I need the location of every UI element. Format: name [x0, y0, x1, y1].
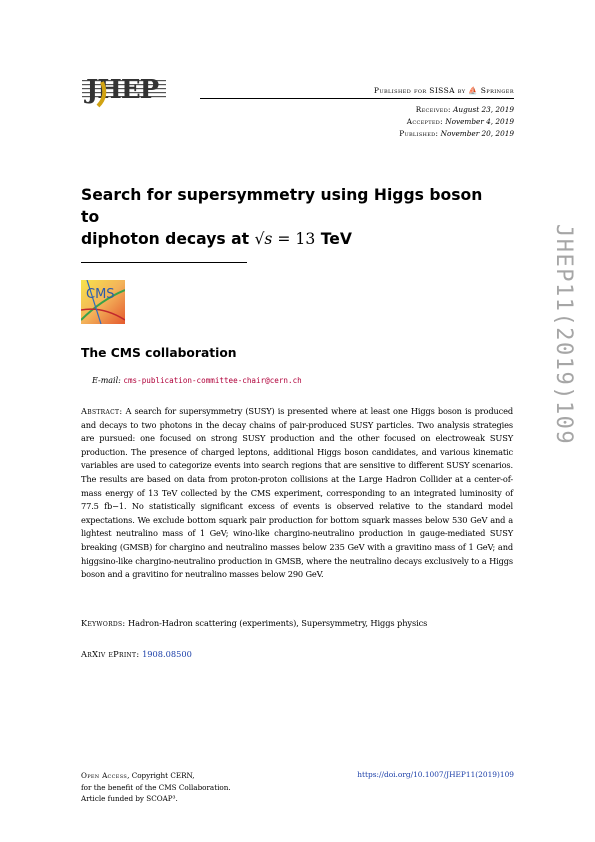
accepted-date: Accepted: November 4, 2019 — [406, 117, 514, 126]
published-date: Published: November 20, 2019 — [399, 129, 514, 138]
springer-logo-icon: ⛵ — [468, 86, 478, 95]
doi-link[interactable]: https://doi.org/10.1007/JHEP11(2019)109 — [357, 770, 514, 779]
publisher-line: Published for SISSA by ⛵ Springer — [373, 86, 514, 95]
collaboration-name: The CMS collaboration — [81, 346, 237, 360]
author-email: E-mail: cms-publication-committee-chair@cern.ch — [92, 376, 302, 385]
svg-text:JHEP: JHEP — [86, 76, 159, 105]
arxiv-link[interactable]: 1908.08500 — [142, 649, 192, 659]
jhep-logo — [80, 76, 168, 108]
header-rule — [200, 98, 514, 99]
email-link[interactable]: cms-publication-committee-chair@cern.ch — [123, 376, 302, 385]
publication-dates — [399, 104, 514, 140]
cms-logo — [81, 280, 125, 324]
abstract: Abstract: A search for supersymmetry (SUSY) is presented where at least one Higgs boson is produced and decays to two photons in the decay chains of pair-produced SUSY particles. Two analysis strategies are pursued: one focused on strong SUSY production and the other focused on electroweak SUSY production. The presence of charged leptons, additional Higgs boson candidates, and various kinematic variables are used to categorize events into search regions that are sensitive to different SUSY scenarios. The results are based on data from proton-proton collisions at the Large Hadron Collider at a center-of-mass energy of 13 TeV collected by the CMS experiment, corresponding to an integrated luminosity of 77.5 fb−1. No statistically significant excess of events is observed relative to the standard model expectations. We exclude bottom squark pair production for bottom squark masses below 530 GeV and a lightest neutralino mass of 1 GeV; wino-like chargino-neutralino production in gauge-mediated SUSY breaking (GMSB) for chargino and neutralino masses below 235 GeV with a gravitino mass of 1 GeV; and higgsino-like chargino-neutralino production in GMSB, where the neutralino decays exclusively to a Higgs boson and a gravitino for neutralino masses below 290 GeV. — [81, 406, 513, 580]
received-date: Received: August 23, 2019 — [415, 105, 514, 114]
side-identifier: JHEP11(2019)109 — [551, 224, 576, 446]
paper-title: Search for supersymmetry using Higgs boson to diphoton decays at √s = 13 TeV — [81, 186, 483, 248]
title-rule — [81, 262, 247, 263]
footer-copyright: Open Access, Copyright CERN, for the benefit of the CMS Collaboration. Article funded by SCOAP³. — [81, 771, 231, 804]
arxiv-eprint: ArXiv ePrint: 1908.08500 — [81, 649, 192, 659]
keywords: Keywords: Hadron-Hadron scattering (experiments), Supersymmetry, Higgs physics — [81, 618, 428, 628]
svg-text:CMS: CMS — [86, 287, 115, 302]
